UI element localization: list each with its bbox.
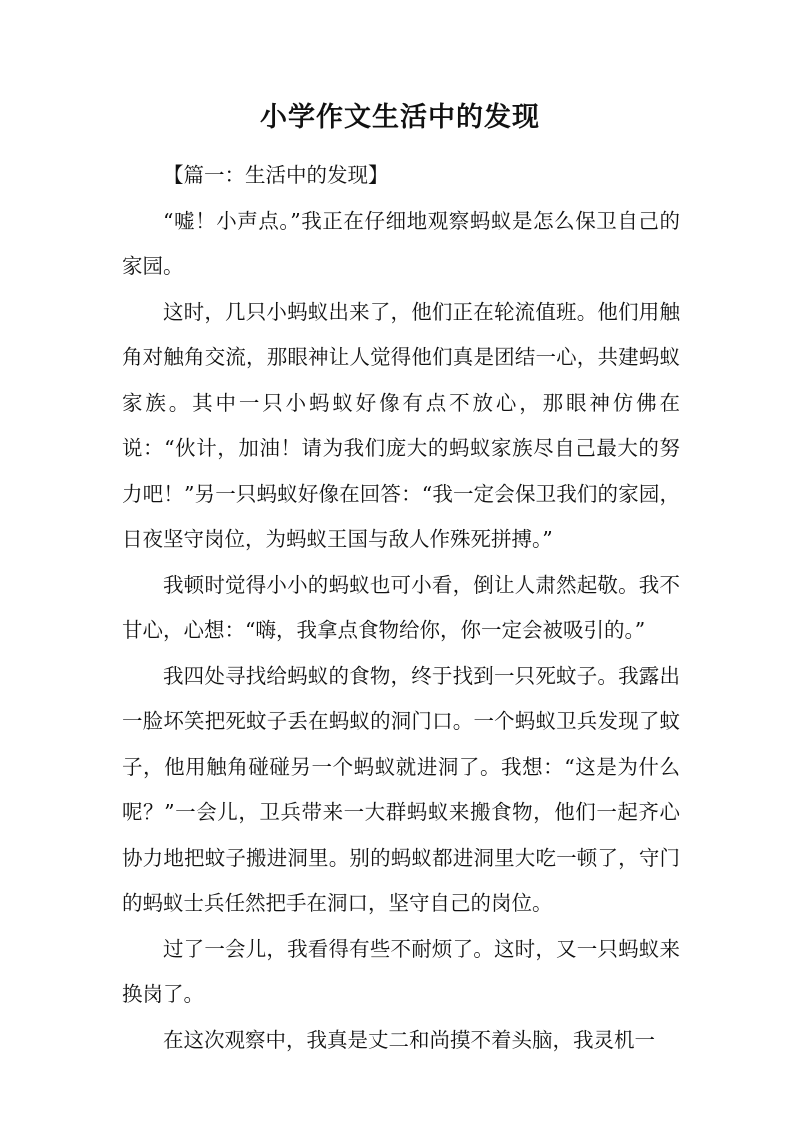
paragraph: 我四处寻找给蚂蚁的食物，终于找到一只死蚊子。我露出一脸坏笑把死蚊子丢在蚂蚁的洞门口。一个蚂蚁卫兵发现了蚊子，他用触角碰碰另一个蚂蚁就进洞了。我想：“这是为什么呢？”一会儿，卫兵带来一大群蚂蚁来搬食物，他们一起齐心协力地把蚊子搬进洞里。别的蚂蚁都进洞里大吃一顿了，守门的蚂蚁士兵任然把手在洞口，坚守自己的岗位。 (122, 663, 680, 915)
paragraph: 在这次观察中，我真是丈二和尚摸不着头脑，我灵机一 (163, 1027, 655, 1052)
paragraph: 这时，几只小蚂蚁出来了，他们正在轮流值班。他们用触角对触角交流，那眼神让人觉得他们真是团结一心，共建蚂蚁家族。其中一只小蚂蚁好像有点不放心，那眼神仿佛在说：“伙计，加油！请为我们庞大的蚂蚁家族尽自己最大的努力吧！”另一只蚂蚁好像在回答：“我一定会保卫我们的家园，日夜坚守岗位，为蚂蚁王国与敌人作殊死拼搏。” (122, 299, 680, 551)
section-heading: 【篇一：生活中的发现】 (163, 163, 389, 187)
document-body (122, 153, 680, 1063)
paragraph: 过了一会儿，我看得有些不耐烦了。这时，又一只蚂蚁来换岗了。 (122, 936, 680, 1006)
paragraph: “嘘！小声点。”我正在仔细地观察蚂蚁是怎么保卫自己的家园。 (122, 208, 680, 278)
document-title: 小学作文生活中的发现 (260, 102, 540, 133)
paragraph: 我顿时觉得小小的蚂蚁也可小看，倒让人肃然起敬。我不甘心，心想：“嗨，我拿点食物给你，你一定会被吸引的。” (122, 572, 680, 642)
